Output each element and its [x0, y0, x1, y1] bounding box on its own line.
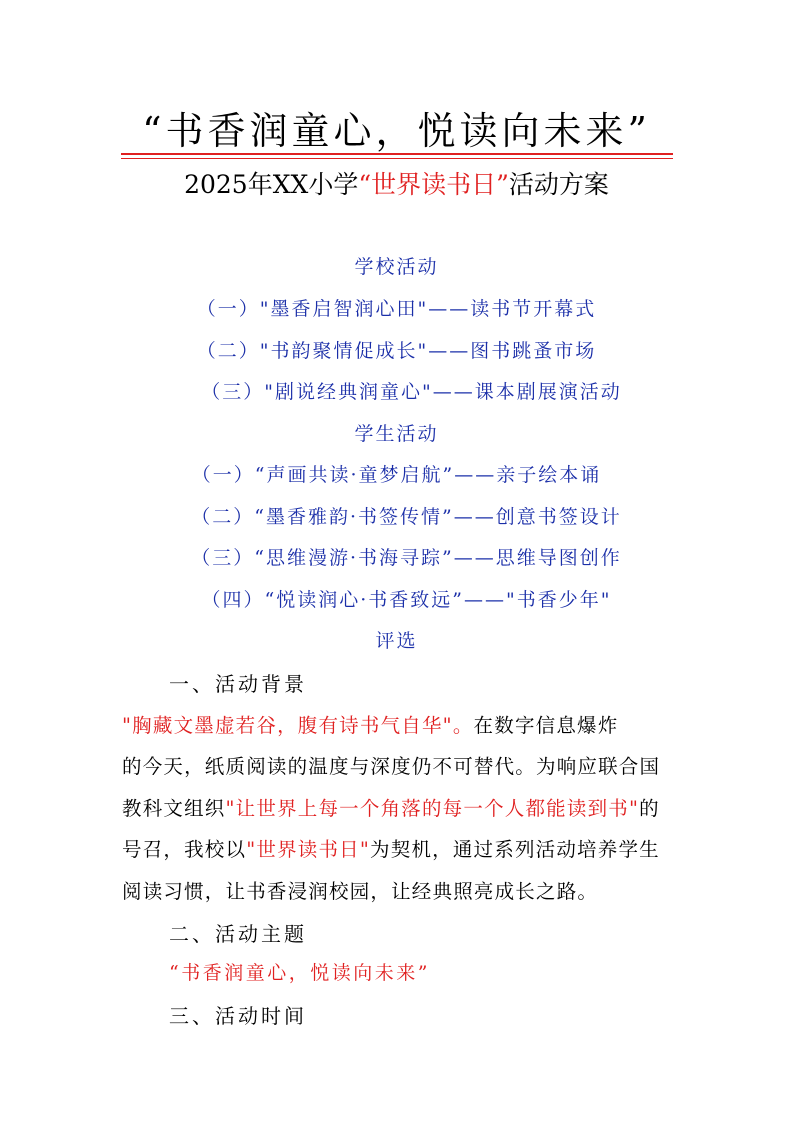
- red-quote: "世界读书日": [246, 838, 371, 861]
- paragraph-line: [122, 751, 674, 779]
- school-activity-item: （二）"书韵聚情促成长"——图书跳蚤市场: [196, 340, 597, 362]
- paragraph-line: [122, 876, 674, 904]
- section-heading-background: 一、活动背景: [169, 672, 307, 696]
- red-quote: "胸藏文墨虚若谷，腹有诗书气自华"。: [122, 714, 474, 737]
- student-activity-item: （三）“思维漫游·书海寻踪”——思维导图创作: [191, 547, 622, 569]
- school-activity-item: （一）"墨香启智润心田"——读书节开幕式: [196, 298, 597, 320]
- title-underline: [121, 153, 673, 155]
- section-heading-theme: 二、活动主题: [169, 922, 307, 946]
- student-activities-heading: 学生活动: [354, 423, 439, 445]
- plain-text: 号召，我校以: [122, 838, 247, 861]
- plain-text: 为契机，通过系列活动培养学生: [370, 838, 660, 861]
- subtitle-highlight: “世界读书日”: [358, 170, 509, 199]
- subtitle-suffix: 活动方案: [508, 170, 609, 199]
- subtitle-prefix: 2025年XX小学: [184, 170, 359, 199]
- plain-text: 的今天，纸质阅读的温度与深度仍不可替代。为响应联合国: [122, 755, 661, 778]
- paragraph-line: [122, 710, 674, 738]
- plain-text: 教科文组织: [122, 797, 226, 820]
- paragraph-line: [122, 834, 674, 862]
- paragraph-line: [122, 793, 674, 821]
- red-quote: "让世界上每一个角落的每一个人都能读到书": [225, 797, 640, 820]
- document-subtitle: [0, 165, 793, 201]
- student-activity-item: （四）“悦读润心·书香致远”——"书香少年": [201, 589, 612, 611]
- school-activities-heading: 学校活动: [354, 256, 439, 278]
- section-heading-time: 三、活动时间: [169, 1004, 307, 1028]
- student-activity-item: 评选: [375, 630, 418, 652]
- student-activity-item: （二）“墨香雅韵·书签传情”——创意书签设计: [191, 506, 622, 528]
- plain-text: 的: [639, 797, 660, 820]
- title-underline-thin: [121, 158, 673, 159]
- student-activity-item: （一）“声画共读·童梦启航”——亲子绘本诵: [191, 464, 602, 486]
- document-title: “书香润童心，悦读向未来”: [142, 109, 651, 153]
- school-activity-item: （三）"剧说经典润童心"——课本剧展演活动: [201, 381, 622, 403]
- activity-theme: “书香润童心，悦读向未来”: [169, 962, 430, 984]
- plain-text: 阅读习惯，让书香浸润校园，让经典照亮成长之路。: [122, 880, 599, 903]
- plain-text: 在数字信息爆炸: [473, 714, 619, 737]
